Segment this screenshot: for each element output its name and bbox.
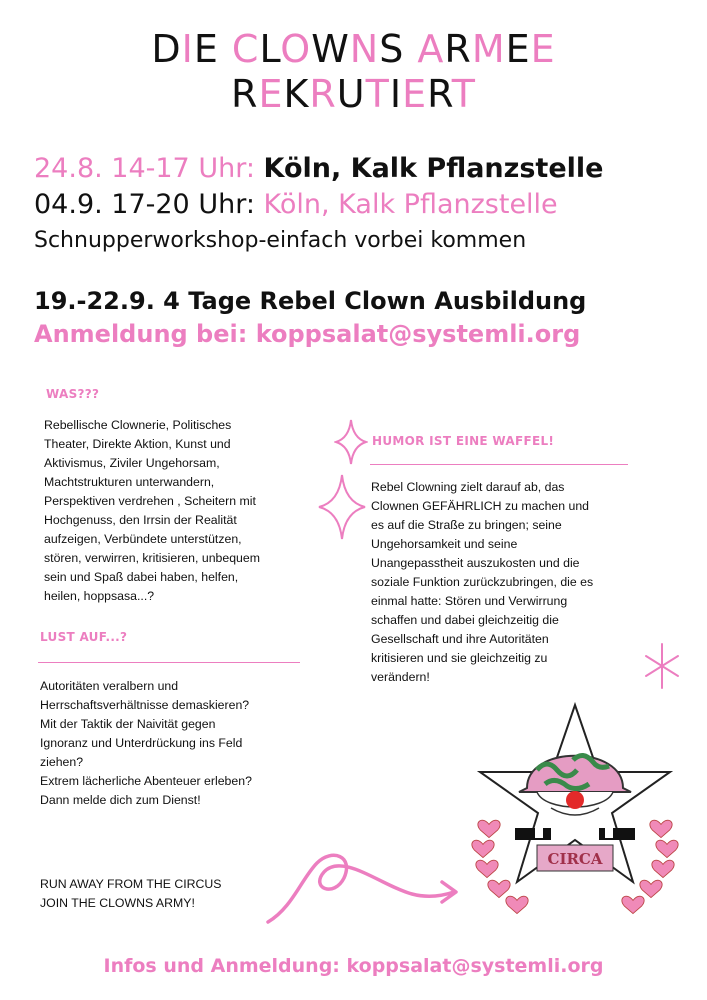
circus-slogan [40,875,222,913]
title-line-2 [0,72,707,116]
humor-text-line: es auf die Straße zu bringen; seine [371,518,562,532]
title-letter: I [181,27,194,71]
clown-army-logo [455,700,695,950]
was-text-line: Aktivismus, Ziviler Ungehorsam, [44,456,220,470]
title-letter: E [402,72,428,116]
was-text [44,416,260,606]
lust-text [40,677,252,810]
lust-divider [38,662,300,663]
title-letter: T [451,72,476,116]
event-1 [34,155,603,182]
title-letter: E [530,27,556,71]
title-letter: R [231,72,259,116]
title-letter: U [336,72,366,116]
lust-text-line: ziehen? [40,755,84,769]
title-letter: C [231,27,260,71]
title-letter: R [309,72,337,116]
title-letter: W [311,27,350,71]
was-text-line: Machtstrukturen unterwandern, [44,475,215,489]
humor-text-line: kritisieren und sie gleichzeitig zu [371,651,548,665]
signup-line: Anmeldung bei: koppsalat@systemli.org [34,320,581,348]
was-text-line: Theater, Direkte Aktion, Kunst und [44,437,231,451]
event-2-date: 04.9. 17-20 Uhr: [34,189,255,220]
circus-line-2: JOIN THE CLOWNS ARMY! [40,896,195,910]
was-heading: WAS??? [46,387,100,401]
star-outline-icon [316,472,368,542]
lust-text-line: Ignoranz und Unterdrückung ins Feld [40,736,243,750]
title-letter: I [389,72,403,116]
lust-text-line: Mit der Taktik der Naivität gegen [40,717,216,731]
sparkle-icon [334,418,368,466]
title-letter: N [349,27,380,71]
humor-text-line: einmal hatte: Stören und Verwirrung [371,594,568,608]
title-letter: E [258,72,284,116]
event-2-place: Köln, Kalk Pflanzstelle [263,189,558,220]
humor-text [371,478,593,687]
title-letter: O [280,27,312,71]
training-line: 19.-22.9. 4 Tage Rebel Clown Ausbildung [34,287,587,315]
was-text-line: sein und Spaß dabei haben, helfen, [44,570,239,584]
lust-text-line: Herrschaftsverhältnisse demaskieren? [40,698,250,712]
was-text-line: Perspektiven verdrehen , Scheitern mit [44,494,256,508]
title-letter: E [193,27,232,71]
humor-text-line: Ungehorsamkeit und seine [371,537,518,551]
title-letter: E [505,27,531,71]
title-letter: S [379,27,418,71]
humor-text-line: Gesellschaft und ihre Autoritäten [371,632,549,646]
lust-text-line: Dann melde dich zum Dienst! [40,793,201,807]
was-text-line: Rebellische Clownerie, Politisches [44,418,232,432]
was-text-line: Hochgenuss, den Irrsin der Realität [44,513,237,527]
was-text-line: stören, verwirren, kritisieren, unbequem [44,551,260,565]
humor-text-line: soziale Funktion zurückzubringen, die es [371,575,594,589]
asterisk-icon [642,640,682,692]
humor-text-line: verändern! [371,670,430,684]
humor-heading: HUMOR IST EINE WAFFEL! [372,434,555,448]
title-line-1 [0,27,707,71]
humor-text-line: Rebel Clowning zielt darauf ab, das [371,480,565,494]
event-1-date: 24.8. 14-17 Uhr: [34,153,255,184]
humor-text-line: Clownen GEFÄHRLICH zu machen und [371,499,590,513]
event-1-place: Köln, Kalk Pflanzstelle [263,153,604,184]
title-letter: K [283,72,310,116]
workshop-note: Schnupperworkshop-einfach vorbei kommen [34,228,527,253]
lust-text-line: Extrem lächerliche Abenteuer erleben? [40,774,252,788]
title-letter: R [427,72,452,116]
lust-heading: LUST AUF...? [40,630,128,644]
logo-text: CIRCA [547,850,603,868]
event-2 [34,191,558,218]
lust-text-line: Autoritäten veralbern und [40,679,179,693]
title-letter: R [444,27,472,71]
humor-divider [370,464,628,465]
circus-line-1: RUN AWAY FROM THE CIRCUS [40,877,222,891]
title-letter: L [259,27,281,71]
humor-text-line: schaffen und dabei gleichzeitig die [371,613,559,627]
footer-contact: Infos und Anmeldung: koppsalat@systemli.org [103,955,604,977]
title-letter: D [151,27,182,71]
title-letter: T [365,72,390,116]
humor-text-line: Unangepasstheit auszukosten und die [371,556,580,570]
title-letter: A [417,27,445,71]
title-letter: M [471,27,506,71]
swirl-arrow-icon [262,838,462,928]
was-text-line: heilen, hoppsasa...? [44,589,155,603]
was-text-line: aufzeigen, Verbündete unterstützen, [44,532,242,546]
